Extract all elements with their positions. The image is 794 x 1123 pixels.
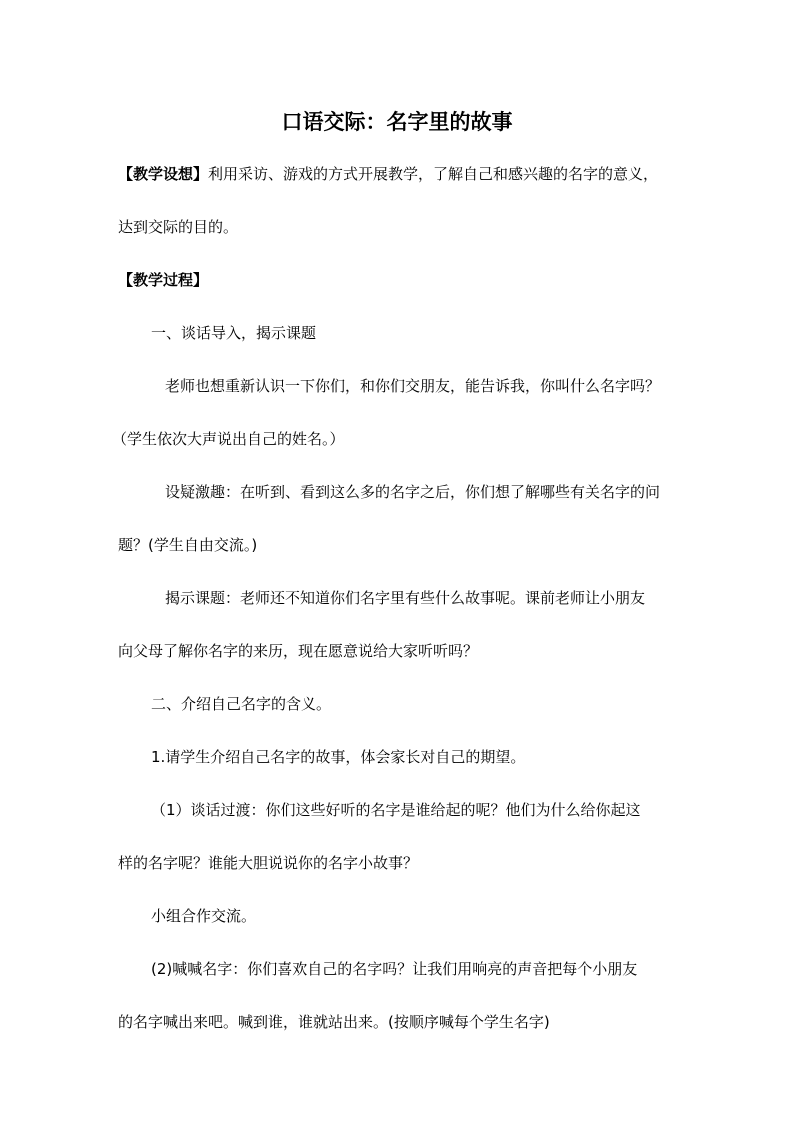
section2-heading: 二、介绍自己名字的含义。 [151,695,332,713]
sub-item-1-line-2: 样的名字呢？谁能大胆说说你的名字小故事？ [118,854,419,872]
design-text-1: 利用采访、游戏的方式开展教学，了解自己和感兴趣的名字的意义， [208,165,659,183]
paragraph-1-line-2: （学生依次大声说出自己的姓名。） [112,430,345,448]
item-1: 1.请学生介绍自己名字的故事，体会家长对自己的期望。 [151,748,526,766]
sub-item-2-line-1: (2)喊喊名字：你们喜欢自己的名字吗？让我们用响亮的声音把每个小朋友 [151,960,638,978]
design-text-2: 达到交际的目的。 [118,218,239,236]
process-label: 【教学过程】 [118,271,209,289]
paragraph-2-line-2: 题？(学生自由交流。) [118,536,258,554]
paragraph-1-line-1: 老师也想重新认识一下你们，和你们交朋友，能告诉我，你叫什么名字吗？ [165,377,661,395]
paragraph-3-line-2: 向父母了解你名字的来历，现在愿意说给大家听听吗？ [118,642,479,660]
section1-heading: 一、谈话导入，揭示课题 [151,324,317,342]
paragraph-2-line-1: 设疑激趣：在听到、看到这么多的名字之后，你们想了解哪些有关名字的问 [165,483,661,501]
sub-item-2-line-2: 的名字喊出来吧。喊到谁，谁就站出来。(按顺序喊每个学生名字) [118,1013,550,1031]
paragraph-3-line-1: 揭示课题：老师还不知道你们名字里有些什么故事呢。课前老师让小朋友 [165,589,646,607]
design-paragraph-line-1 [118,164,678,184]
page-title: 口语交际：名字里的故事 [281,109,513,134]
sub-item-1-line-3: 小组合作交流。 [151,907,257,925]
sub-item-1-line-1: （1）谈话过渡：你们这些好听的名字是谁给起的呢？他们为什么给你起这 [151,801,641,819]
design-label: 【教学设想】 [118,165,209,183]
